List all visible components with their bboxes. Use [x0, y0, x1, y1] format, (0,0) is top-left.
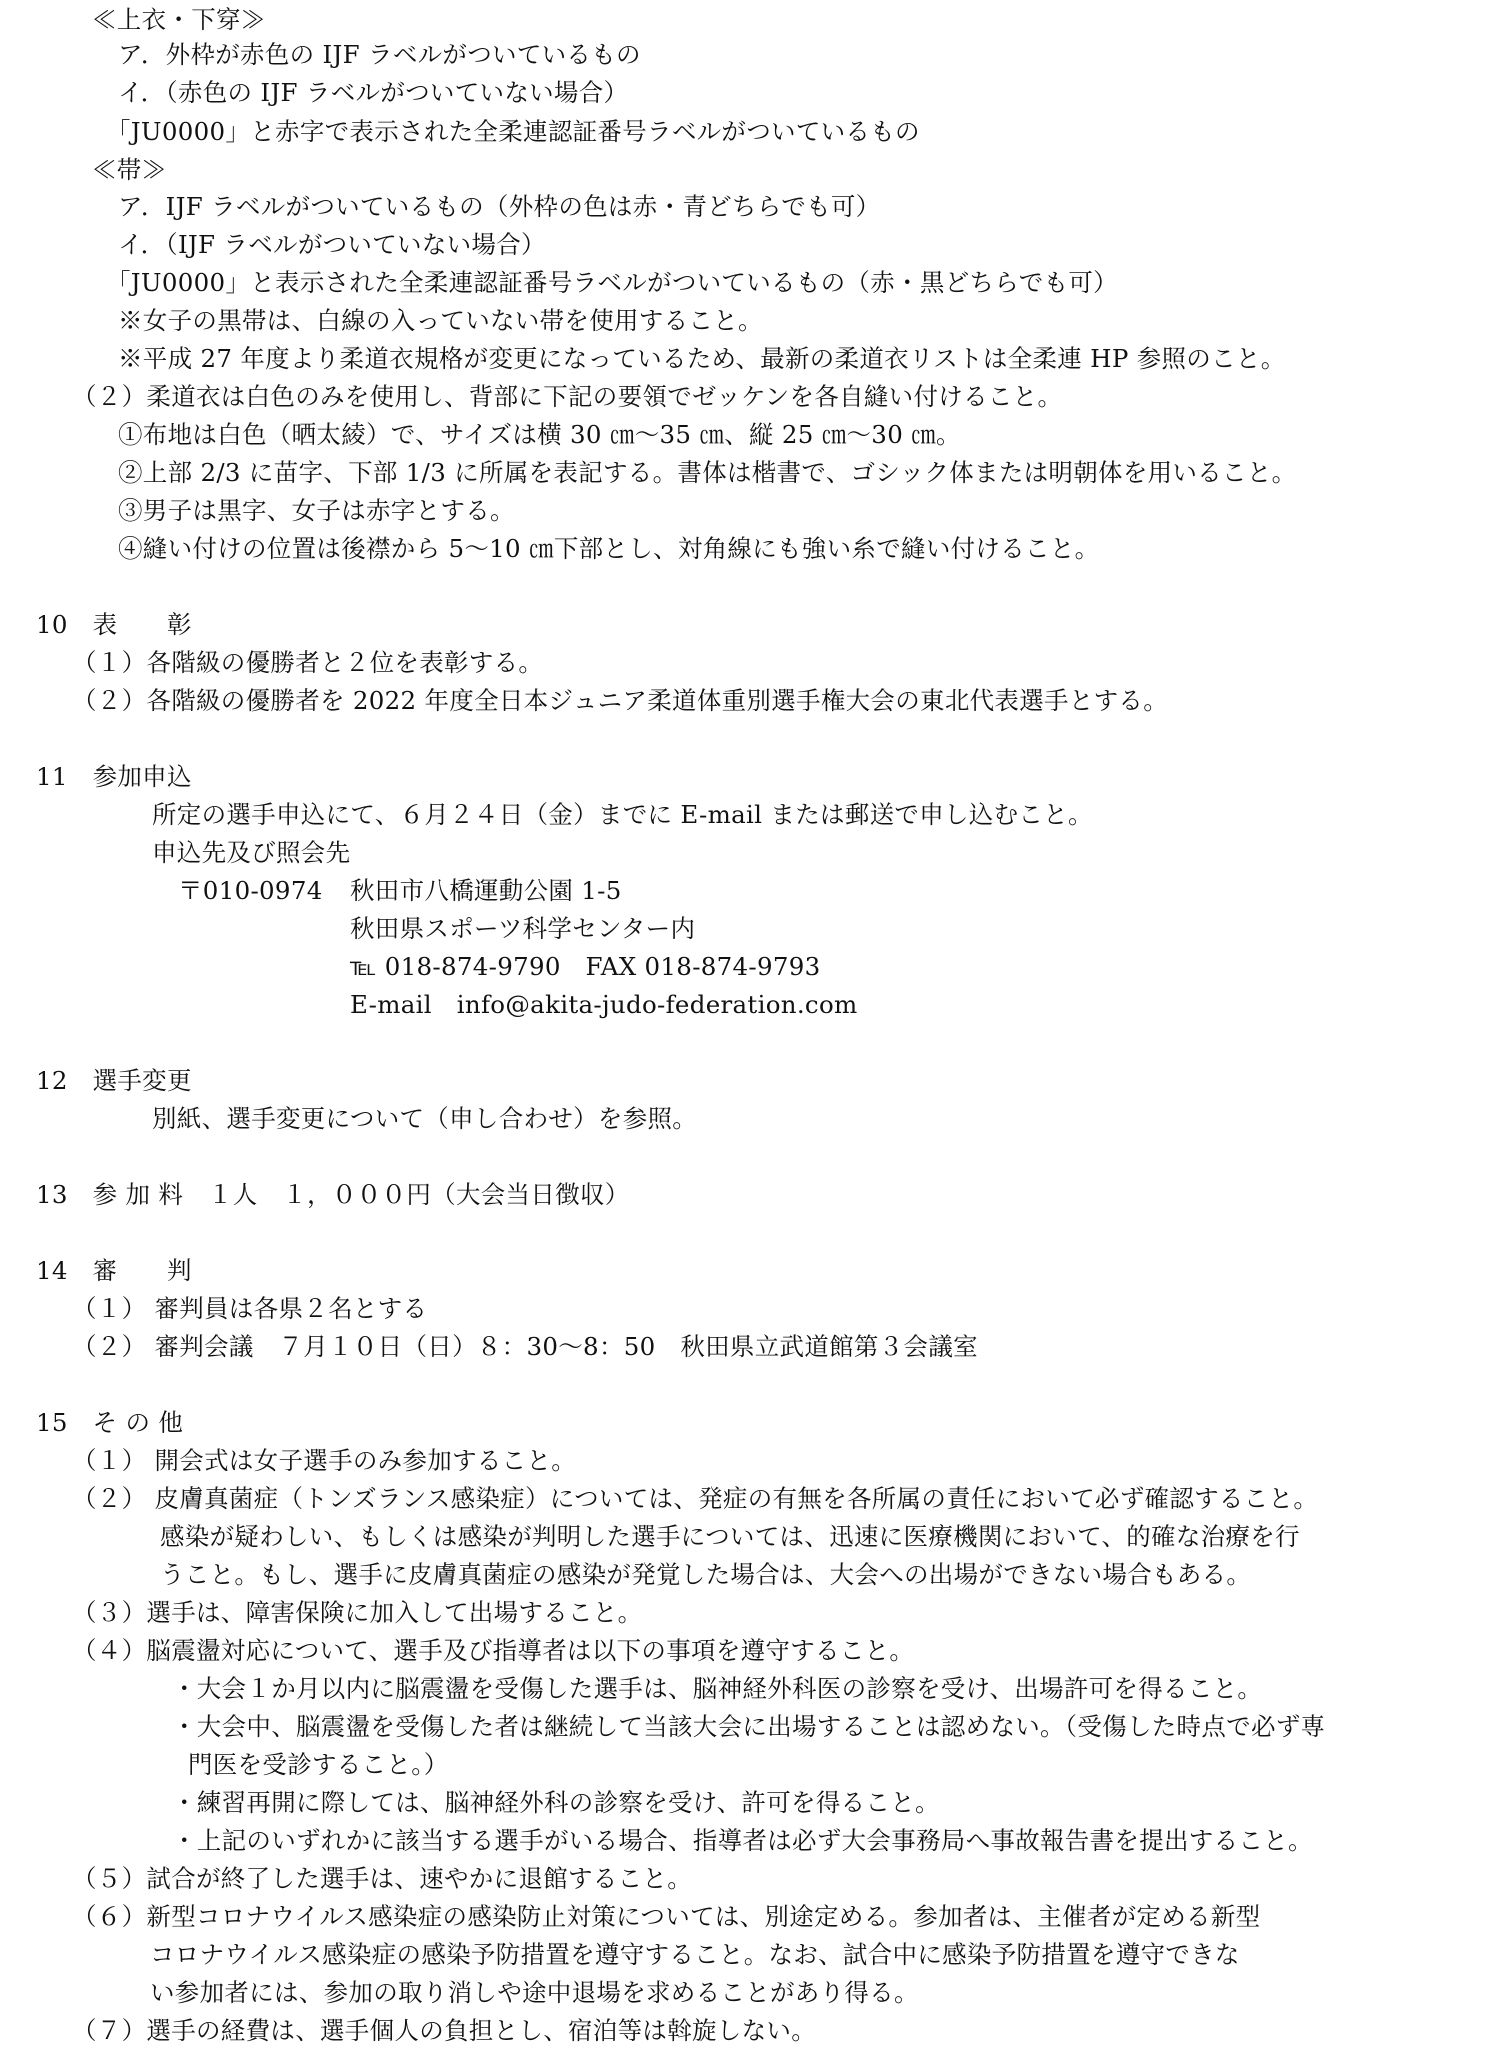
building: 秋田県スポーツ科学センター内 — [350, 914, 696, 943]
section-15-item-6-line-3: い参加者には、参加の取り消しや途中退場を求めることがあり得る。 — [150, 1978, 919, 2007]
uniform-item-2-3: ③男子は黒字、女子は赤字とする。 — [118, 496, 515, 525]
section-15-item-4: （４）脳震盪対応について、選手及び指導者は以下の事項を遵守すること。 — [72, 1636, 915, 1665]
section-13-heading: 13 参 加 料 １人 １，０００円（大会当日徴収） — [36, 1180, 630, 1209]
section-12-line-1: 別紙、選手変更について（申し合わせ）を参照。 — [152, 1104, 698, 1133]
section-14-item-2: （２） 審判会議 ７月１０日（日）８：30～8：50 秋田県立武道館第３会議室 — [72, 1332, 978, 1361]
section-12-heading: 12 選手変更 — [36, 1066, 192, 1095]
section-15-item-4-bullet-2-line-2: 門医を受診すること。） — [188, 1750, 449, 1779]
note-black-belt: ※女子の黒帯は、白線の入っていない帯を使用すること。 — [118, 306, 763, 335]
section-10-heading: 10 表 彰 — [36, 610, 192, 639]
uniform-item-2: （２）柔道衣は白色のみを使用し、背部に下記の要領でゼッケンを各自縫い付けること。 — [72, 382, 1063, 411]
section-15-item-2-line-3: うこと。もし、選手に皮膚真菌症の感染が発覚した場合は、大会への出場ができない場合もある。 — [160, 1560, 1252, 1589]
address: 秋田市八橋運動公園 1-5 — [350, 876, 622, 905]
belt-item-i: イ．（IJF ラベルがついていない場合） — [118, 230, 546, 259]
section-15-item-4-bullet-3: ・練習再開に際しては、脳神経外科の診察を受け、許可を得ること。 — [172, 1788, 940, 1817]
uniform-item-2-1: ①布地は白色（晒太綾）で、サイズは横 30 ㎝～35 ㎝、縦 25 ㎝～30 ㎝。 — [118, 420, 961, 449]
jacket-pants-heading: ≪上衣・下穿≫ — [92, 5, 266, 34]
section-15-item-3: （３）選手は、障害保険に加入して出場すること。 — [72, 1598, 643, 1627]
section-10-item-2: （２）各階級の優勝者を 2022 年度全日本ジュニア柔道体重別選手権大会の東北代表選手とする。 — [72, 686, 1169, 715]
jacket-pants-item-i: イ．（赤色の IJF ラベルがついていない場合） — [118, 78, 629, 107]
email-address: E-mail info@akita-judo-federation.com — [350, 990, 858, 1019]
note-uniform-standard: ※平成 27 年度より柔道衣規格が変更になっているため、最新の柔道衣リストは全柔連 HP 参照のこと。 — [118, 344, 1286, 373]
section-15-heading: 15 そ の 他 — [36, 1408, 184, 1437]
belt-heading: ≪帯≫ — [92, 155, 167, 184]
section-15-item-6-line-2: コロナウイルス感染症の感染予防措置を遵守すること。なお、試合中に感染予防措置を遵守できな — [150, 1940, 1240, 1969]
section-15-item-4-bullet-2-line-1: ・大会中、脳震盪を受傷した者は継続して当該大会に出場することは認めない。（受傷した時点で必ず専 — [172, 1712, 1326, 1741]
section-11-line-1: 所定の選手申込にて、６月２４日（金）までに E-mail または郵送で申し込むこと。 — [152, 800, 1093, 829]
section-10-item-1: （１）各階級の優勝者と２位を表彰する。 — [72, 648, 544, 677]
section-15-item-4-bullet-4: ・上記のいずれかに該当する選手がいる場合、指導者は必ず大会事務局へ事故報告書を提出すること。 — [172, 1826, 1313, 1855]
jacket-pants-item-a: ア．外枠が赤色の IJF ラベルがついているもの — [118, 40, 641, 69]
belt-item-i-detail: 「JU0000」と表示された全柔連認証番号ラベルがついているもの（赤・黒どちらでも可） — [106, 268, 1118, 297]
uniform-item-2-4: ④縫い付けの位置は後襟から 5～10 ㎝下部とし、対角線にも強い糸で縫い付けること。 — [118, 534, 1100, 563]
jacket-pants-item-i-detail: 「JU0000」と赤字で表示された全柔連認証番号ラベルがついているもの — [106, 117, 920, 146]
section-11-line-2: 申込先及び照会先 — [152, 838, 351, 867]
section-15-item-2-line-2: 感染が疑わしい、もしくは感染が判明した選手については、迅速に医療機関において、的確な治療を行 — [160, 1522, 1300, 1551]
section-15-item-4-bullet-1: ・大会１か月以内に脳震盪を受傷した選手は、脳神経外科医の診察を受け、出場許可を得ること。 — [172, 1674, 1263, 1703]
uniform-item-2-2: ②上部 2/3 に苗字、下部 1/3 に所属を表記する。書体は楷書で、ゴシック体または明朝体を用いること。 — [118, 458, 1297, 487]
section-15-item-6-line-1: （６）新型コロナウイルス感染症の感染防止対策については、別途定める。参加者は、主催者が定める新型 — [72, 1902, 1261, 1931]
section-11-heading: 11 参加申込 — [36, 762, 192, 791]
section-15-item-1: （１） 開会式は女子選手のみ参加すること。 — [72, 1446, 577, 1475]
section-15-item-2-line-1: （２） 皮膚真菌症（トンズランス感染症）については、発症の有無を各所属の責任において必ず確認すること。 — [72, 1484, 1319, 1513]
belt-item-a: ア．IJF ラベルがついているもの（外枠の色は赤・青どちらでも可） — [118, 192, 881, 221]
section-14-heading: 14 審 判 — [36, 1256, 192, 1285]
section-15-item-5: （５）試合が終了した選手は、速やかに退館すること。 — [72, 1864, 692, 1893]
postal-code: 〒010-0974 — [178, 876, 323, 905]
section-14-item-1: （１） 審判員は各県２名とする — [72, 1294, 428, 1323]
section-15-item-7: （７）選手の経費は、選手個人の負担とし、宿泊等は斡旋しない。 — [72, 2016, 816, 2045]
phone-fax: ℡ 018-874-9790 FAX 018-874-9793 — [350, 952, 821, 981]
